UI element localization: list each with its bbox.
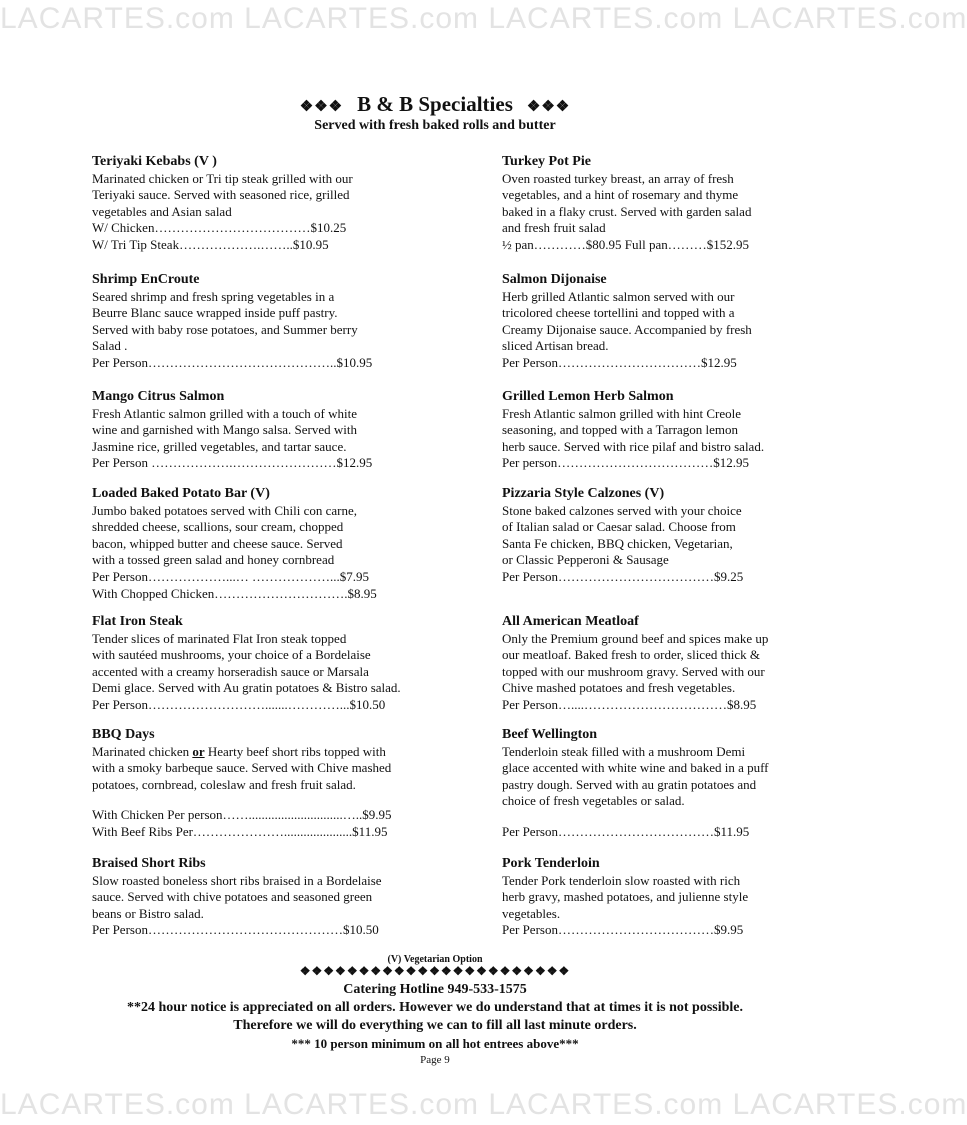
menu-item-loaded-baked-potato-bar <box>92 486 422 602</box>
item-description-line: seasoning, and topped with a Tarragon lemon <box>502 422 739 438</box>
item-name: All American Meatloaf <box>502 614 639 629</box>
item-description-line: Slow roasted boneless short ribs braised in a Bordelaise <box>92 872 382 888</box>
item-name: Salmon Dijonaise <box>502 272 607 287</box>
ornament-divider: ❖❖❖❖❖❖❖❖❖❖❖❖❖❖❖❖❖❖❖❖❖❖❖ <box>299 964 571 978</box>
item-description-line: with sautéed mushrooms, your choice of a Bordelaise <box>92 647 371 663</box>
item-description-line: Herb grilled Atlantic salmon served with our <box>502 288 735 304</box>
menu-item-braised-short-ribs <box>92 856 422 939</box>
menu-item-shrimp-encroute <box>92 272 422 372</box>
item-description-line: sliced Artisan bread. <box>502 338 609 354</box>
item-description-line: Stone baked calzones served with your choice <box>502 502 742 518</box>
item-description-line: Santa Fe chicken, BBQ chicken, Vegetarian, <box>502 535 733 551</box>
item-name: Teriyaki Kebabs (V ) <box>92 154 217 169</box>
item-description-line: bacon, whipped butter and cheese sauce. Served <box>92 535 343 551</box>
item-name: Pizzaria Style Calzones (V) <box>502 486 665 501</box>
item-description-line: our meatloaf. Baked fresh to order, sliced thick & <box>502 647 760 663</box>
item-price-line: Per Person…....……………………………$8.95 <box>502 696 757 712</box>
item-price-line: Per Person……………………….......…………...$10.50 <box>92 696 386 712</box>
title-text: B & B Specialties <box>357 92 513 116</box>
menu-item-all-american-meatloaf <box>502 614 802 714</box>
item-name: Beef Wellington <box>502 727 598 742</box>
bbq-or-emphasis: or <box>192 743 205 759</box>
item-price-line: Per Person………………………………$9.95 <box>502 922 744 938</box>
item-description-line: pastry dough. Served with au gratin potatoes and <box>502 776 757 792</box>
item-name: Mango Citrus Salmon <box>92 389 225 404</box>
item-name: Flat Iron Steak <box>92 614 183 629</box>
bbq-line-part: Marinated chicken <box>92 743 193 759</box>
item-price-line: Per Person ……………….……………………$12.95 <box>92 455 373 471</box>
item-description-line: Seared shrimp and fresh spring vegetables in a <box>92 288 335 304</box>
item-price-line: W/ Tri Tip Steak……………….……..$10.95 <box>92 236 329 252</box>
item-name: Pork Tenderloin <box>502 856 600 871</box>
item-description-line: Oven roasted turkey breast, an array of fresh <box>502 170 734 186</box>
item-description-line: beans or Bistro salad. <box>92 905 204 921</box>
item-description-line: glace accented with white wine and baked in a puff <box>502 760 769 776</box>
watermark-top: LACARTES.com LACARTES.com LACARTES.com LACARTES.com <box>0 2 967 35</box>
menu-item-pizzaria-style-calzones <box>502 486 802 586</box>
item-description-line: Fresh Atlantic salmon grilled with a touch of white <box>92 405 358 421</box>
item-description-line: sauce. Served with chive potatoes and seasoned green <box>92 889 373 905</box>
item-description-line: Salad . <box>92 338 128 354</box>
item-price-line: Per person………………………………$12.95 <box>502 455 749 471</box>
item-name: Grilled Lemon Herb Salmon <box>502 389 674 404</box>
page-title <box>0 92 870 117</box>
item-description-line: herb gravy, mashed potatoes, and julienne style <box>502 889 749 905</box>
item-description-line: shredded cheese, scallions, sour cream, chopped <box>92 519 344 535</box>
page-subtitle: Served with fresh baked rolls and butter <box>314 118 556 133</box>
item-name: BBQ Days <box>92 727 155 742</box>
item-description-line <box>92 744 422 761</box>
item-name: Braised Short Ribs <box>92 856 206 871</box>
item-description-line: Tenderloin steak filled with a mushroom Demi <box>502 743 746 759</box>
item-price-line: Per Person……………………………………..$10.95 <box>92 354 373 370</box>
item-description-line: Marinated chicken or Tri tip steak grilled with our <box>92 170 353 186</box>
bbq-line-part: Hearty beef short ribs topped with <box>204 743 386 759</box>
menu-item-flat-iron-steak <box>92 614 422 714</box>
menu-item-salmon-dijonaise <box>502 272 802 372</box>
item-name: Turkey Pot Pie <box>502 154 591 169</box>
menu-item-pork-tenderloin <box>502 856 802 939</box>
menu-item-bbq-days <box>92 727 422 841</box>
item-price-line: With Chicken Per person…….............................…..$9.95 <box>92 807 392 823</box>
minimum-note: *** 10 person minimum on all hot entrees above*** <box>291 1036 579 1051</box>
vegetarian-note: (V) Vegetarian Option <box>387 954 483 965</box>
item-description-line: or Classic Pepperoni & Sausage <box>502 552 669 568</box>
item-description-line: Served with baby rose potatoes, and Summer berry <box>92 321 358 337</box>
spacer <box>92 793 422 807</box>
item-description-line: Chive mashed potatoes and fresh vegetables. <box>502 680 736 696</box>
item-description-line: vegetables. <box>502 905 561 921</box>
item-price-line: W/ Chicken………………………………$10.25 <box>92 220 347 236</box>
item-price-line: With Beef Ribs Per………………….....................$11.95 <box>92 823 388 839</box>
item-description-line: with a tossed green salad and honey cornbread <box>92 552 335 568</box>
item-description-line: with a smoky barbeque sauce. Served with Chive mashed <box>92 760 392 776</box>
notice-line-1: **24 hour notice is appreciated on all orders. However we do understand that at times it is not possible. <box>126 1000 743 1015</box>
item-description-line: herb sauce. Served with rice pilaf and bistro salad. <box>502 438 765 454</box>
item-description-line: accented with a creamy horseradish sauce or Marsala <box>92 663 369 679</box>
item-name: Loaded Baked Potato Bar (V) <box>92 486 270 501</box>
item-description-line: baked in a flaky crust. Served with garden salad <box>502 203 752 219</box>
item-price-line: With Chopped Chicken………………………….$8.95 <box>92 585 377 601</box>
spacer <box>502 810 802 824</box>
ornament-left: ❖❖❖ <box>299 99 344 115</box>
menu-item-mango-citrus-salmon <box>92 389 422 472</box>
item-description-line: Creamy Dijonaise sauce. Accompanied by fresh <box>502 321 752 337</box>
item-description-line: Tender slices of marinated Flat Iron steak topped <box>92 630 347 646</box>
menu-item-turkey-pot-pie <box>502 154 802 254</box>
item-description-line: Jumbo baked potatoes served with Chili con carne, <box>92 502 357 518</box>
item-description-line: Only the Premium ground beef and spices make up <box>502 630 769 646</box>
item-description-line: Demi glace. Served with Au gratin potatoes & Bistro salad. <box>92 680 401 696</box>
item-description-line: vegetables and Asian salad <box>92 203 232 219</box>
item-name: Shrimp EnCroute <box>92 272 200 287</box>
item-description-line: and fresh fruit salad <box>502 220 606 236</box>
item-description-line: Beurre Blanc sauce wrapped inside puff pastry. <box>92 305 338 321</box>
menu-item-beef-wellington <box>502 727 802 841</box>
item-description-line: of Italian salad or Caesar salad. Choose from <box>502 519 736 535</box>
item-description-line: vegetables, and a hint of rosemary and thyme <box>502 187 739 203</box>
item-description-line: Fresh Atlantic salmon grilled with hint Creole <box>502 405 742 421</box>
item-description-line: Teriyaki sauce. Served with seasoned rice, grilled <box>92 187 350 203</box>
item-description-line: Jasmine rice, grilled vegetables, and tartar sauce. <box>92 438 347 454</box>
notice-line-2: Therefore we will do everything we can to fill all last minute orders. <box>233 1018 637 1033</box>
item-price-line: Per Person………………...… ………………...$7.95 <box>92 568 369 584</box>
item-description-line: choice of fresh vegetables or salad. <box>502 793 685 809</box>
item-price-line: Per Person………………………………$9.25 <box>502 568 744 584</box>
item-price-line: Per Person………………………………………$10.50 <box>92 922 379 938</box>
item-description-line: tricolored cheese tortellini and topped with a <box>502 305 735 321</box>
item-price-line: Per Person………………………………$11.95 <box>502 823 750 839</box>
watermark-bottom: LACARTES.com LACARTES.com LACARTES.com LACARTES.com <box>0 1088 967 1121</box>
item-description-line: wine and garnished with Mango salsa. Served with <box>92 422 358 438</box>
catering-hotline: Catering Hotline 949-533-1575 <box>343 982 527 997</box>
page-number: Page 9 <box>420 1054 450 1066</box>
ornament-right: ❖❖❖ <box>526 99 571 115</box>
item-description-line: potatoes, cornbread, coleslaw and fresh fruit salad. <box>92 776 356 792</box>
item-price-line: Per Person……………………………$12.95 <box>502 354 737 370</box>
menu-item-teriyaki-kebabs <box>92 154 422 254</box>
item-price-line: ½ pan…………$80.95 Full pan………$152.95 <box>502 236 749 252</box>
menu-item-grilled-lemon-herb-salmon <box>502 389 802 472</box>
item-description-line: Tender Pork tenderloin slow roasted with rich <box>502 872 741 888</box>
item-description-line: topped with our mushroom gravy. Served with our <box>502 663 765 679</box>
